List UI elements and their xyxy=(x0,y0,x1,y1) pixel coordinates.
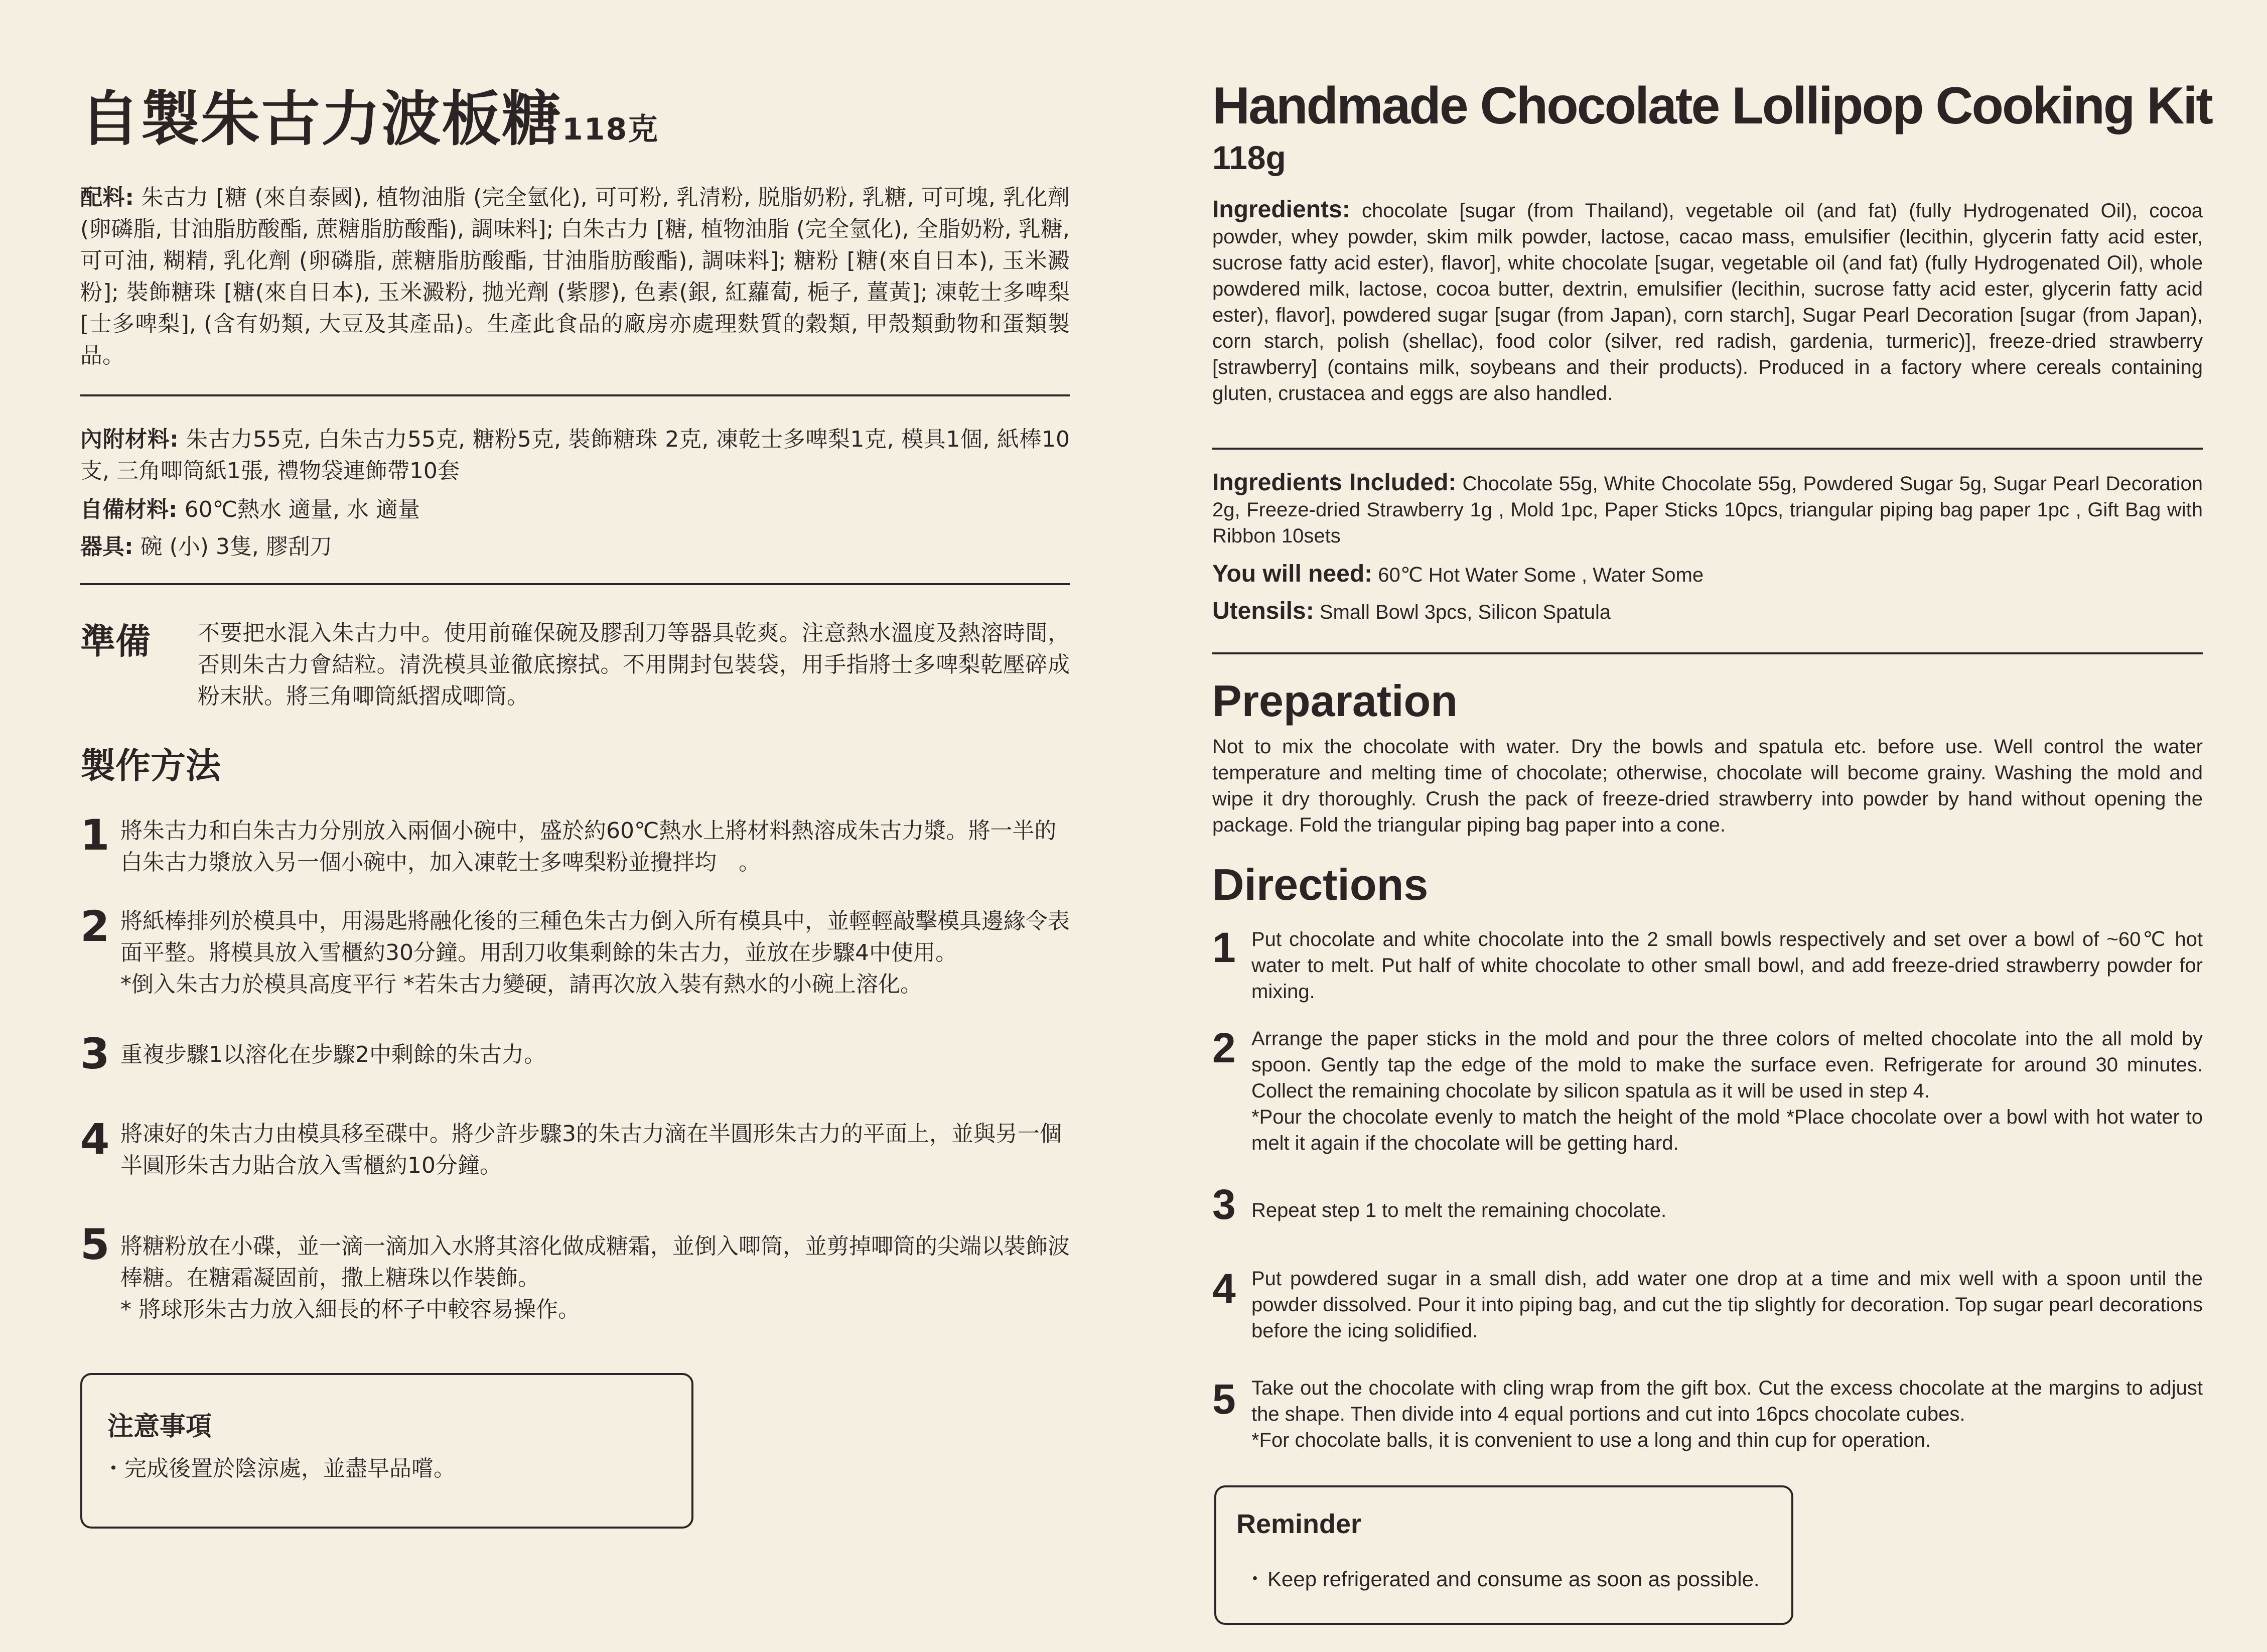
en-included xyxy=(1212,470,2203,549)
en-step-number: 4 xyxy=(1212,1265,1236,1312)
en-step-number: 2 xyxy=(1212,1024,1236,1071)
en-step-text: Put chocolate and white chocolate into the 2 small bowls respectively and set over a bowl of ~60℃ hot water to melt. Put half of white chocolate to other small bowl, and add freeze-dried strawberry powder for mixing. xyxy=(1251,928,2203,1003)
zh-included-text: 朱古力55克, 白朱古力55克, 糖粉5克, 裝飾糖珠 2克, 凍乾士多啤梨1克, 模具1個, 紙棒10支, 三角唧筒紙1張, 禮物袋連飾帶10套 xyxy=(80,427,1070,484)
en-step-text: Arrange the paper sticks in the mold and pour the three colors of melted chocolate into the all mold by spoon. Gently tap the edge of the mold to make the surface even. Refrigerate for around 30 minutes. Collect the remaining chocolate by silicon spatula as it will be used in step 4. *Pour the chocolate evenly to match the height of the mold *Place chocolate over a bowl with hot water to melt it again if the chocolate will be getting hard. xyxy=(1251,1028,2203,1154)
zh-included xyxy=(80,424,1070,487)
en-reminder-heading: Reminder xyxy=(1236,1509,1362,1539)
zh-need-label: 自備材料: xyxy=(80,497,178,522)
en-reminder-text: Keep refrigerated and consume as soon as possible. xyxy=(1267,1567,1760,1591)
zh-ingredients xyxy=(80,182,1070,371)
en-step-number: 1 xyxy=(1212,924,1236,971)
en-need-text: 60℃ Hot Water Some , Water Some xyxy=(1372,564,1704,586)
en-utensils-label: Utensils: xyxy=(1212,598,1314,624)
zh-step-number: 5 xyxy=(80,1220,110,1269)
zh-step-text: 將糖粉放在小碟，並一滴一滴加入水將其溶化做成糖霜，並倒入唧筒，並剪掉唧筒的尖端以裝飾波棒糖。在糖霜凝固前，撒上糖珠以作裝飾。 * 將球形朱古力放入細長的杯子中較容易操作。 xyxy=(120,1233,1070,1322)
en-step-text: Put powdered sugar in a small dish, add water one drop at a time and mix well with a spoon until the powder dissolved. Pour it into piping bag, and cut the tip slightly for decoration. Top sugar pearl decorations before the icing solidified. xyxy=(1251,1268,2203,1342)
zh-step-text: 將凍好的朱古力由模具移至碟中。將少許步驟3的朱古力滴在半圓形朱古力的平面上，並與另一個半圓形朱古力貼合放入雪櫃約10分鐘。 xyxy=(120,1121,1062,1178)
en-utensils-text: Small Bowl 3pcs, Silicon Spatula xyxy=(1314,601,1611,623)
en-reminder-box xyxy=(1214,1485,1793,1625)
zh-reminder-box xyxy=(80,1373,693,1529)
en-need xyxy=(1212,560,1704,588)
zh-title xyxy=(80,71,659,157)
zh-need-text: 60℃熱水 適量, 水 適量 xyxy=(177,497,420,522)
en-utensils xyxy=(1212,597,1611,625)
en-included-label: Ingredients Included: xyxy=(1212,469,1457,496)
en-prep-heading: Preparation xyxy=(1212,676,1458,726)
zh-ingredients-text: 朱古力 [糖 (來自泰國), 植物油脂 (完全氫化), 可可粉, 乳清粉, 脱脂奶粉, 乳糖, 可可塊, 乳化劑 (卵磷脂, 甘油脂肪酸酯, 蔗糖脂肪酸酯), 調味料]; 白朱古力 [糖, 植物油脂 (完全氫化), 全脂奶粉, 乳糖, 可可油, 糊精, 乳化劑 (卵磷脂, 蔗糖脂肪酸酯, 甘油脂肪酸酯), 調味料]; 糖粉 [糖(來自日本), 玉米澱粉]; 裝飾糖珠 [糖(來自日本), 玉米澱粉, 拋光劑 (紫膠), 色素(銀, 紅蘿蔔, 梔子, 薑黃]; 凍乾士多啤梨 [士多啤梨], (含有奶類, 大豆及其產品)。生產此食品的廠房亦處理麩質的穀類, 甲殼類動物和蛋類製品。 xyxy=(80,185,1070,368)
zh-step-number: 1 xyxy=(80,810,110,860)
zh-step-text: 將朱古力和白朱古力分別放入兩個小碗中，盛於約60℃熱水上將材料熱溶成朱古力漿。將一半的白朱古力漿放入另一個小碗中，加入凍乾士多啤梨粉並攪拌均 。 xyxy=(120,818,1057,875)
en-reminder-item xyxy=(1244,1563,1760,1593)
en-divider-1 xyxy=(1212,448,2203,450)
zh-step-number: 3 xyxy=(80,1029,110,1078)
en-step-number: 3 xyxy=(1212,1181,1236,1228)
zh-title-text: 自製朱古力波板糖 xyxy=(80,84,562,154)
en-included-text: Chocolate 55g, White Chocolate 55g, Powdered Sugar 5g, Sugar Pearl Decoration 2g, Freeze-dried Strawberry 1g , Mold 1pc, Paper Sticks 10pcs, triangular piping bag paper 1pc , Gift Bag with Ribbon 10sets xyxy=(1212,473,2203,547)
en-step-number: 5 xyxy=(1212,1375,1236,1423)
zh-weight: 118克 xyxy=(562,112,659,147)
zh-utensils xyxy=(80,531,1070,563)
zh-step-text: 重複步驟1以溶化在步驟2中剩餘的朱古力。 xyxy=(120,1042,546,1067)
zh-step-number: 4 xyxy=(80,1115,110,1164)
zh-directions-heading: 製作方法 xyxy=(80,745,221,786)
zh-divider-2 xyxy=(80,583,1070,585)
zh-divider-1 xyxy=(80,394,1070,396)
zh-prep-text: 不要把水混入朱古力中。使用前確保碗及膠刮刀等器具乾爽。注意熱水溫度及熱溶時間，否則朱古力會結粒。清洗模具並徹底擦拭。不用開封包裝袋，用手指將士多啤梨乾壓碎成粉末狀。將三角唧筒紙摺成唧筒。 xyxy=(198,620,1070,709)
zh-prep-heading: 準備 xyxy=(80,621,151,662)
en-weight: 118g xyxy=(1212,139,1286,176)
zh-step-text: 將紙棒排列於模具中，用湯匙將融化後的三種色朱古力倒入所有模具中，並輕輕敲擊模具邊緣令表面平整。將模具放入雪櫃約30分鐘。用刮刀收集剩餘的朱古力，並放在步驟4中使用。 *倒入朱古力於模具高度平行 *若朱古力變硬，請再次放入裝有熱水的小碗上溶化。 xyxy=(120,908,1070,997)
zh-ingredients-label: 配料: xyxy=(80,185,134,210)
en-step-text: Repeat step 1 to melt the remaining chocolate. xyxy=(1251,1199,1667,1221)
en-title: Handmade Chocolate Lollipop Cooking Kit xyxy=(1212,77,2212,135)
en-step-text: Take out the chocolate with cling wrap from the gift box. Cut the excess chocolate at the margins to adjust the shape. Then divide into 4 equal portions and cut into 16pcs chocolate cubes. *For chocolate balls, it is convenient to use a long and thin cup for operation. xyxy=(1251,1377,2203,1451)
en-divider-2 xyxy=(1212,652,2203,654)
en-reminder-bullet: ・ xyxy=(1244,1567,1266,1591)
zh-step-number: 2 xyxy=(80,902,110,951)
zh-reminder-heading: 注意事項 xyxy=(107,1412,212,1442)
en-prep-text: Not to mix the chocolate with water. Dry the bowls and spatula etc. before use. Well control the water temperature and melting time of chocolate; otherwise, chocolate will become grainy. Washing the mold and wipe it dry thoroughly. Crush the pack of freeze-dried strawberry into powder by hand without opening the package. Fold the triangular piping bag paper into a cone. xyxy=(1212,736,2203,836)
zh-included-label: 內附材料: xyxy=(80,427,179,452)
en-ingredients xyxy=(1212,197,2203,406)
zh-reminder-item: ・完成後置於陰涼處，並盡早品嚐。 xyxy=(102,1456,456,1481)
en-ingredients-text: chocolate [sugar (from Thailand), vegetable oil (and fat) (fully Hydrogenated Oil), cocoa powder, whey powder, skim milk powder, lactose, cacao mass, emulsifier (lecithin, glycerin fatty acid ester, sucrose fatty acid ester), flavor], white chocolate [sugar, vegetable oil (and fat) (fully Hydrogenated Oil), whole powdered milk, lactose, cocoa butter, dextrin, emulsifier (lecithin, sucrose fatty acid ester, glycerin fatty acid ester), flavor], powdered sugar [sugar (from Japan), corn starch], Sugar Pearl Decoration [sugar (from Japan), corn starch, polish (shellac), food color (silver, red radish, gardenia, turmeric)], freeze-dried strawberry [strawberry] (contains milk, soybeans and their products). Produced in a factory where cereals containing gluten, crustacea and eggs are also handled. xyxy=(1212,200,2203,404)
en-directions-heading: Directions xyxy=(1212,860,1429,909)
zh-utensils-text: 碗 (小) 3隻, 膠刮刀 xyxy=(133,534,332,560)
en-need-label: You will need: xyxy=(1212,561,1373,587)
zh-need xyxy=(80,494,1070,525)
zh-utensils-label: 器具: xyxy=(80,534,133,560)
en-ingredients-label: Ingredients: xyxy=(1212,196,1350,223)
